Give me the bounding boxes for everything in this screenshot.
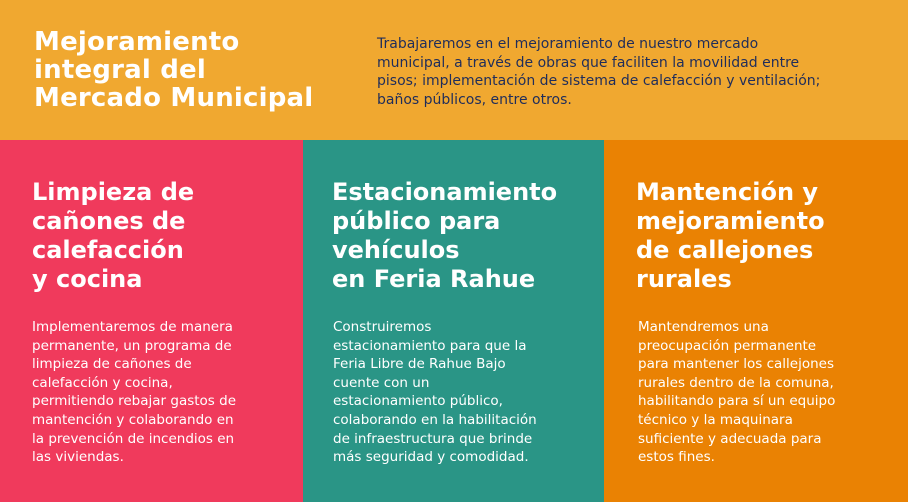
description-line: limpieza de cañones de [32,356,192,373]
title-line: Estacionamiento [332,178,558,206]
title-line: Limpieza de [32,178,195,206]
description-line: baños públicos, entre otros. [377,91,572,108]
description-line: estacionamiento para que la [333,337,527,354]
description-line: estacionamiento público, [333,393,503,410]
description-line: Mantendremos una [638,319,769,335]
title-line: vehículos [332,236,460,264]
description-line: municipal, a través de obras que faciliten la movilidad entre [377,54,800,71]
rural-alleys-panel [604,140,908,502]
rural-alleys-description [638,318,883,467]
title-line: cañones de [32,207,186,235]
rural-alleys-title [636,178,901,294]
description-line: Trabajaremos en el mejoramiento de nuestro mercado [377,36,759,52]
title-line: de callejones [636,236,814,264]
description-line: colaborando en la habilitación [333,411,537,428]
title-line: público para [332,207,501,235]
description-line: rurales dentro de la comuna, [638,374,834,391]
title-line: calefacción [32,236,184,264]
description-line: permitiendo rebajar gastos de [32,393,237,410]
description-line: mantención y colaborando en [32,411,234,428]
title-line: integral del [34,55,206,85]
description-line: más seguridad y comodidad. [333,449,529,466]
title-line: y cocina [32,265,143,293]
title-line: mejoramiento [636,207,825,235]
description-line: de infraestructura que brinde [333,430,533,447]
description-line: Feria Libre de Rahue Bajo [333,356,506,373]
chimney-cleaning-title [32,178,287,294]
description-line: Implementaremos de manera [32,319,233,335]
public-parking-panel [303,140,604,502]
description-line: Construiremos [333,319,432,335]
mercado-municipal-title [34,28,354,112]
description-line: habilitando para sí un equipo [638,393,836,410]
description-line: cuente con un [333,374,430,391]
description-line: para mantener los callejones [638,356,834,373]
description-line: técnico y la maquinara [638,411,793,428]
title-line: Mantención y [636,178,819,206]
public-parking-description [333,318,578,467]
description-line: pisos; implementación de sistema de calefacción y ventilación; [377,73,821,89]
mercado-municipal-banner [0,0,908,140]
description-line: preocupación permanente [638,337,817,354]
chimney-cleaning-description [32,318,277,467]
description-line: la prevención de incendios en [32,430,235,447]
title-line: Mejoramiento [34,27,240,57]
description-line: estos fines. [638,449,715,466]
mercado-municipal-description [377,35,882,109]
chimney-cleaning-panel [0,140,303,502]
title-line: en Feria Rahue [332,265,536,293]
description-line: calefacción y cocina, [32,374,173,391]
public-parking-title [332,178,602,294]
description-line: permanente, un programa de [32,337,232,354]
title-line: Mercado Municipal [34,83,314,113]
description-line: las viviendas. [32,449,124,466]
title-line: rurales [636,265,732,293]
description-line: suficiente y adecuada para [638,430,822,447]
